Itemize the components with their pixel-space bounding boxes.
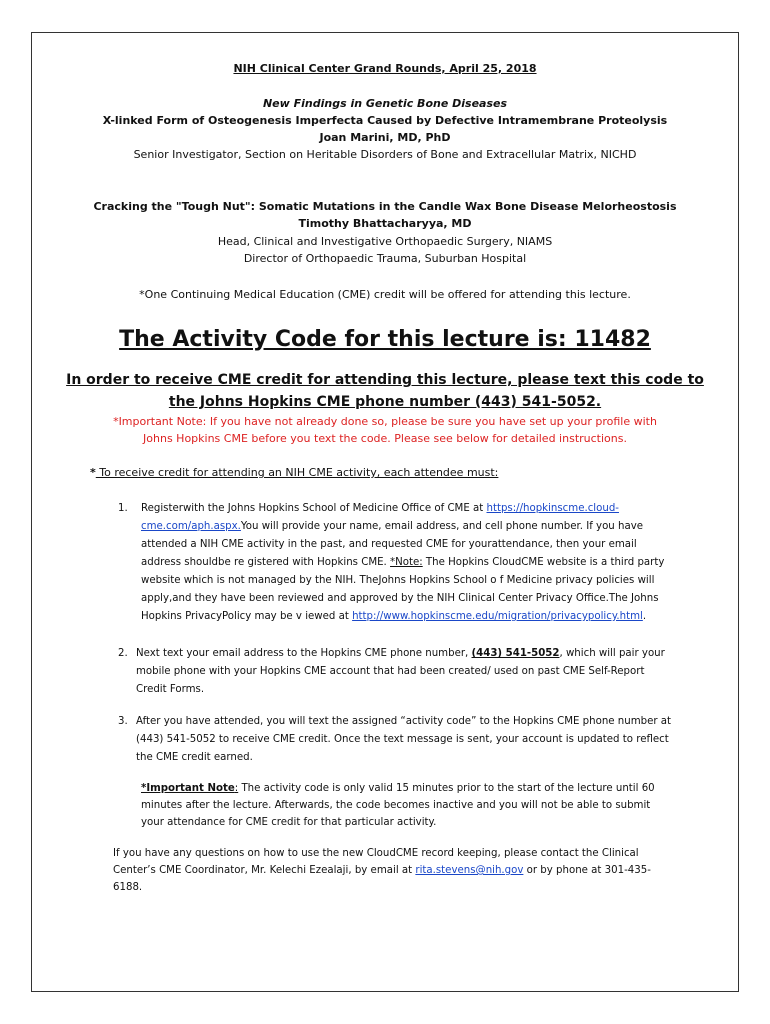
cme-credit-note: *One Continuing Medical Education (CME) credit will be offered for attending this lecture. xyxy=(139,288,631,301)
step-3-line-2: (443) 541-5052 to receive CME credit. Once the text message is sent, your account is updated to reflect xyxy=(136,734,669,745)
step-1-number: 1. xyxy=(118,503,128,514)
step-2-line-3: Credit Forms. xyxy=(136,684,205,695)
step-2-line-1: Next text your email address to the Hopkins CME phone number, (443) 541-5052, which will pair your xyxy=(136,648,665,659)
step-1-line-6: apply,and they have been reviewed and approved by the NIH Clinical Center Privacy Office.The Johns xyxy=(141,593,659,604)
series-title: New Findings in Genetic Bone Diseases xyxy=(262,97,508,110)
important-note-2-line-1: *Important Note: The activity code is only valid 15 minutes prior to the start of the lecture until 60 xyxy=(141,783,655,794)
register-link-continued[interactable]: cme.com/aph.aspx. xyxy=(141,521,241,532)
talk2-role1: Head, Clinical and Investigative Orthopaedic Surgery, NIAMS xyxy=(217,235,553,248)
contact-line-1: If you have any questions on how to use the new CloudCME record keeping, please contact the Clinical xyxy=(113,848,639,859)
important-note-2-line-3: your attendance for CME credit for that particular activity. xyxy=(141,817,437,828)
talk2-role2: Director of Orthopaedic Trauma, Suburban Hospital xyxy=(243,252,527,265)
activity-code: The Activity Code for this lecture is: 11482 xyxy=(119,327,651,352)
step-1-line-7: Hopkins PrivacyPolicy may be v iewed at http://www.hopkinscme.edu/migration/privacypolicy.html. xyxy=(141,611,647,622)
contact-line-2: Center’s CME Coordinator, Mr. Kelechi Ezealaji, by email at rita.stevens@nih.gov or by phone at 301-435- xyxy=(113,865,651,876)
page-title: NIH Clinical Center Grand Rounds, April 25, 2018 xyxy=(233,62,537,75)
step-3-line-1: After you have attended, you will text the assigned “activity code” to the Hopkins CME phone number at xyxy=(136,716,672,727)
important-note-red-2: Johns Hopkins CME before you text the code. Please see below for detailed instructions. xyxy=(143,432,627,445)
step-3-line-3: the CME credit earned. xyxy=(136,752,253,763)
step-2-line-2: mobile phone with your Hopkins CME account that had been created/ used on past CME Self-Report xyxy=(136,666,645,677)
privacy-policy-link[interactable]: http://www.hopkinscme.edu/migration/privacypolicy.html xyxy=(352,611,643,622)
talk1-speaker: Joan Marini, MD, PhD xyxy=(319,131,451,144)
important-note-2-line-2: minutes after the lecture. Afterwards, the code becomes inactive and you will not be able to submit xyxy=(141,800,651,811)
step-1-line-3: attended a NIH CME activity in the past, and requested CME for yourattendance, then your email xyxy=(141,539,637,550)
instruction-line-1: In order to receive CME credit for attending this lecture, please text this code to xyxy=(66,372,704,388)
step-1-line-4: address shouldbe re gistered with Hopkins CME. *Note: The Hopkins CloudCME website is a third party xyxy=(141,557,665,568)
contact-line-3: 6188. xyxy=(113,882,143,893)
step-1-line-2: cme.com/aph.aspx.You will provide your name, email address, and cell phone number. If you have xyxy=(141,521,643,532)
step-1-line-5: website which is not managed by the NIH. TheJohns Hopkins School o f Medicine privacy policies will xyxy=(141,575,655,586)
instruction-line-2: the Johns Hopkins CME phone number (443) 541-5052. xyxy=(168,394,602,410)
talk1-role: Senior Investigator, Section on Heritable Disorders of Bone and Extracellular Matrix, NICHD xyxy=(133,148,637,161)
requirements-heading: * To receive credit for attending an NIH CME activity, each attendee must: xyxy=(90,466,499,479)
step-1-line-1: Registerwith the Johns Hopkins School of Medicine Office of CME at https://hopkinscme.cloud- xyxy=(141,503,619,514)
talk1-title: X-linked Form of Osteogenesis Imperfecta Caused by Defective Intramembrane Proteolysis xyxy=(102,114,668,127)
important-note-red-1: *Important Note: If you have not already done so, please be sure you have set up your profile with xyxy=(113,415,657,428)
talk2-speaker: Timothy Bhattacharyya, MD xyxy=(298,217,472,230)
register-link[interactable]: https://hopkinscme.cloud- xyxy=(486,503,619,514)
step-3-number: 3. xyxy=(118,716,128,727)
step-2-number: 2. xyxy=(118,648,128,659)
talk2-title: Cracking the "Tough Nut": Somatic Mutations in the Candle Wax Bone Disease Melorheostosis xyxy=(93,200,677,213)
email-link[interactable]: rita.stevens@nih.gov xyxy=(415,865,524,876)
